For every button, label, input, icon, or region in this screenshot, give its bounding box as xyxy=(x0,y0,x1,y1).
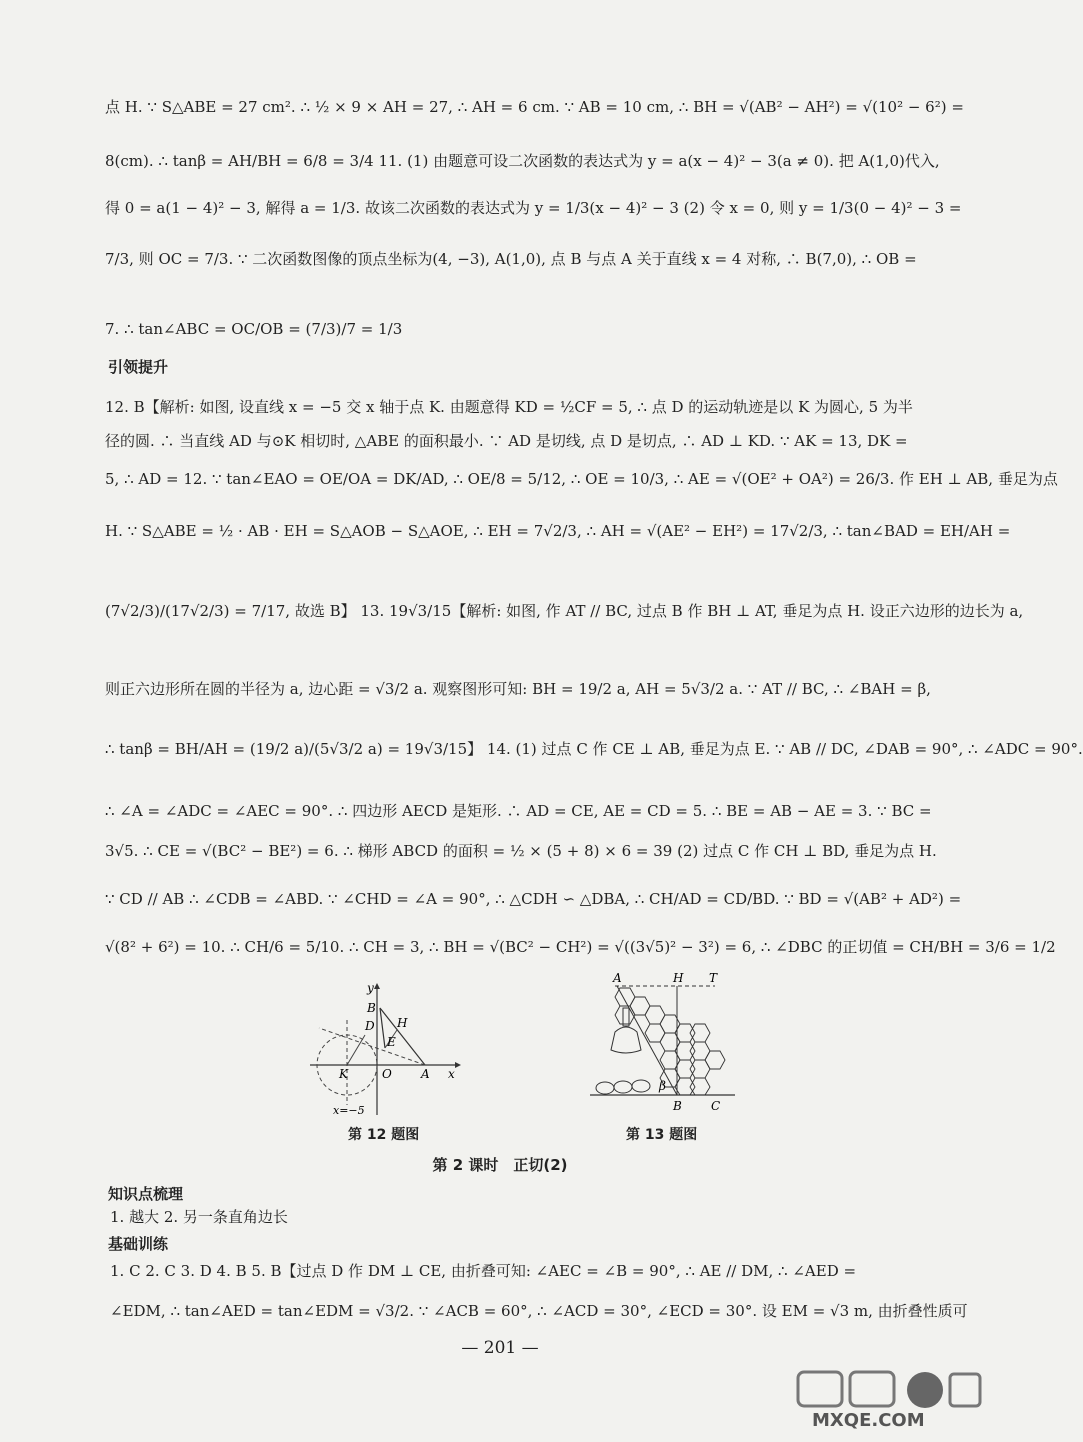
text-line: √(8² + 6²) = 10. ∴ CH/6 = 5/10. ∴ CH = 3, ∴ BH = √(BC² − CH²) = √((3√5)² − 3²) = 6, ∴ ∠DBC 的正切值 = CH/BH = 3/6 = 1/2 xyxy=(105,938,1056,956)
segment-AB xyxy=(617,986,677,1095)
page-number: — 201 — xyxy=(461,1338,539,1358)
text-line: 12. B【解析: 如图, 设直线 x = −5 交 x 轴于点 K. 由题意得 KD = ½CF = 5, ∴ 点 D 的运动轨迹是以 K 为圆心, 5 为半 xyxy=(105,398,913,416)
segment-KD xyxy=(347,1035,365,1065)
fig12-label-E: E xyxy=(387,1035,396,1049)
section-heading-yinling: 引领提升 xyxy=(108,358,169,376)
fig12-label-D: D xyxy=(365,1019,375,1033)
fig13-label-C: C xyxy=(711,1099,721,1113)
section-heading-jichu: 基础训练 xyxy=(108,1235,169,1253)
y-axis-arrow xyxy=(374,983,380,989)
watermark-text: MXQE.COM xyxy=(812,1410,925,1431)
text-line: 1. 越大 2. 另一条直角边长 xyxy=(110,1208,288,1226)
figure-12-caption: 第 12 题图 xyxy=(348,1127,420,1143)
fig13-label-beta: β xyxy=(659,1079,666,1093)
stones xyxy=(596,1080,650,1094)
fig12-label-B: B xyxy=(367,1001,376,1015)
text-line: ∴ ∠A = ∠ADC = ∠AEC = 90°. ∴ 四边形 AECD 是矩形. ∴ AD = CE, AE = CD = 5. ∴ BE = AB − AE = 3. ∵ BC = xyxy=(105,802,932,820)
text-line: H. ∵ S△ABE = ½ · AB · EH = S△AOB − S△AOE, ∴ EH = 7√2/3, ∴ AH = √(AE² − EH²) = 17√2/3, ∴ tan∠BAD = EH/AH = xyxy=(105,522,1011,540)
text-line: 则正六边形所在圆的半径为 a, 边心距 = √3/2 a. 观察图形可知: BH = 19/2 a, AH = 5√3/2 a. ∵ AT // BC, ∴ ∠BAH = β, xyxy=(105,680,931,698)
fig13-label-T: T xyxy=(709,971,718,985)
x-axis-arrow xyxy=(455,1062,461,1068)
section-heading-zhishi: 知识点梳理 xyxy=(108,1185,184,1203)
hexagon-stack xyxy=(615,988,725,1095)
segment-AD xyxy=(319,1028,425,1065)
fig12-label-line: x=−5 xyxy=(333,1104,365,1117)
figure-13-caption: 第 13 题图 xyxy=(626,1127,698,1143)
lesson-title: 第 2 课时 正切(2) xyxy=(432,1156,568,1174)
text-line: ∠EDM, ∴ tan∠AED = tan∠EDM = √3/2. ∵ ∠ACB = 60°, ∴ ∠ACD = 30°, ∠ECD = 30°. 设 EM = √3 m, 由折叠性质可 xyxy=(110,1302,968,1320)
text-line: 5, ∴ AD = 12. ∵ tan∠EAO = OE/OA = DK/AD, ∴ OE/8 = 5/12, ∴ OE = 10/3, ∴ AE = √(OE² + OA²) = 26/3. 作 EH ⊥ AB, 垂足为点 xyxy=(105,470,1058,488)
fig12-label-K: K xyxy=(339,1067,348,1081)
text-line: 点 H. ∵ S△ABE = 27 cm². ∴ ½ × 9 × AH = 27, ∴ AH = 6 cm. ∵ AB = 10 cm, ∴ BH = √(AB² − AH²) = √(10² − 6²) = xyxy=(105,98,964,116)
fig12-label-A: A xyxy=(421,1067,430,1081)
text-line: (7√2/3)/(17√2/3) = 7/17, 故选 B】 13. 19√3/15【解析: 如图, 作 AT // BC, 过点 B 作 BH ⊥ AT, 垂足为点 H. 设正六边形的边长为 a, xyxy=(105,602,1024,620)
text-line: 得 0 = a(1 − 4)² − 3, 解得 a = 1/3. 故该二次函数的表达式为 y = 1/3(x − 4)² − 3 (2) 令 x = 0, 则 y = 1/3(0 − 4)² − 3 = xyxy=(105,199,962,217)
text-line: 径的圆. ∴ 当直线 AD 与⊙K 相切时, △ABE 的面积最小. ∵ AD 是切线, 点 D 是切点, ∴ AD ⊥ KD. ∵ AK = 13, DK = xyxy=(105,432,908,450)
text-line: 1. C 2. C 3. D 4. B 5. B【过点 D 作 DM ⊥ CE, 由折叠可知: ∠AEC = ∠B = 90°, ∴ AE // DM, ∴ ∠AED = xyxy=(110,1262,857,1280)
fig12-label-y: y xyxy=(367,981,374,995)
text-line: ∵ CD // AB ∴ ∠CDB = ∠ABD. ∵ ∠CHD = ∠A = 90°, ∴ △CDH ∽ △DBA, ∴ CH/AD = CD/BD. ∵ BD = √(AB² + AD²) = xyxy=(105,890,962,908)
fig12-label-H: H xyxy=(397,1016,408,1030)
fig12-label-x: x xyxy=(448,1067,455,1081)
text-line: 3√5. ∴ CE = √(BC² − BE²) = 6. ∴ 梯形 ABCD 的面积 = ½ × (5 + 8) × 6 = 39 (2) 过点 C 作 CH ⊥ BD, 垂足为点 H. xyxy=(105,842,937,860)
fig12-label-O: O xyxy=(382,1067,392,1081)
text-line: 8(cm). ∴ tanβ = AH/BH = 6/8 = 3/4 11. (1) 由题意可设二次函数的表达式为 y = a(x − 4)² − 3(a ≠ 0). 把 A(1,0)代入, xyxy=(105,152,940,170)
figure-12 xyxy=(305,980,465,1120)
fig13-label-B: B xyxy=(673,1099,682,1113)
text-line: 7/3, 则 OC = 7/3. ∵ 二次函数图像的顶点坐标为(4, −3), A(1,0), 点 B 与点 A 关于直线 x = 4 对称, ∴ B(7,0), ∴ OB = xyxy=(105,250,917,268)
fig13-label-H: H xyxy=(673,971,684,985)
fig13-label-A: A xyxy=(613,971,622,985)
figure-13 xyxy=(585,970,755,1115)
text-line: 7. ∴ tan∠ABC = OC/OB = (7/3)/7 = 1/3 xyxy=(105,320,403,338)
text-line: ∴ tanβ = BH/AH = (19/2 a)/(5√3/2 a) = 19√3/15】 14. (1) 过点 C 作 CE ⊥ AB, 垂足为点 E. ∵ AB // DC, ∠DAB = 90°, ∴ ∠ADC = 90°. xyxy=(105,740,1083,758)
